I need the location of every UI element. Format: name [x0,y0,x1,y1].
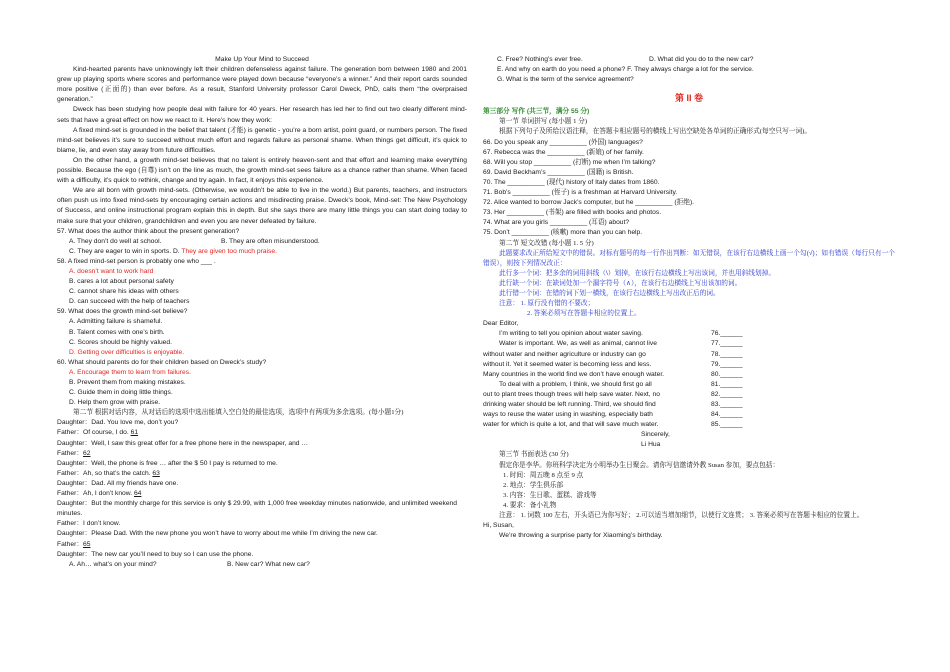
essay-opening: We’re throwing a surprise party for Xiaoming’s birthday. [499,532,663,540]
blank-63[interactable]: 63 [152,469,160,477]
answer-blank-77[interactable]: 77.______ [711,340,743,348]
answer-blank-85[interactable]: 85.______ [711,421,743,429]
passage-paragraph: We are all born with growth mind-sets. (Otherwise, we wouldn’t be able to live in the world.) But parents, teachers, and instructors often push us into fixed mind-sets by encouraging certain actions and misdirecting praise. Dweck’s book, Mind-set: The New Psychology of Success, and online instructional program explain this in depth. But she says there are many little things you can start doing today to make sure that your children, grandchildren and even you are never defeated by failure. [57,187,467,225]
section-2-note: 2. 答案必须写在答题卡相应的位置上。 [527,310,641,318]
answer-blank-83[interactable]: 83.______ [711,401,743,408]
passage-paragraph: A fixed mind-set is grounded in the belief that talent (才能) is genetic - you’re a born artist, point guard, or numbers person. The fixed mind-set believes it’s sure to succeed without much effort and regards failure as personal shame. When things get difficult, it’s quick to blame, lie, and even stay away from future difficulties. [57,126,467,154]
section-2-rule: 此行多一个词：把多余的词用斜线（\）划掉，在该行右边横线上写出该词，并也用斜线划掉。 [499,269,776,277]
dialogue-option-c: C. Free? Nothing’s ever free. [497,56,583,63]
dialogue-option-b: B. New car? What new car? [227,560,310,568]
letter-line: To deal with a problem, I think, we should first go all 81.______ [483,380,895,390]
section-2-note: 注意： 1. 原行没有错的不要改； [499,300,595,308]
dialogue-line: Father：Ah, so that’s the catch. 63 [57,469,160,477]
dialogue-line: Daughter：Dad. You love me, don’t you? [57,419,179,427]
dialogue-line: Daughter：Please Dad. With the new phone you won’t have to worry about me while I’m driving the new car. [57,530,378,538]
dialogue-line: Father：62 [57,449,91,457]
answer-blank-80[interactable]: 80.______ [711,370,743,378]
letter-line: I’m writing to tell you opinion about water saving. 76.______ [483,329,895,339]
spelling-item: 70. The __________ (现代) history of Italy dates from 1860. [483,178,660,186]
essay-greeting: Hi, Susan, [483,522,514,530]
section-2-instructions: 此题要求改正所给短文中的错误。对标有题号的每一行作出判断：如无错误，在该行右边横线上画一个勾(√)；如有错误（每行只有一个错误），则按下列情况改正： [483,249,895,267]
answer-blank-76[interactable]: 76.______ [711,330,743,338]
spelling-item: 72. Alice wanted to borrow Jack’s computer, but he __________ (拒绝). [483,199,695,207]
spelling-item: 67. Rebecca was the __________ (新娘) of her family. [483,148,644,156]
option-d-answer: D. Getting over difficulties is enjoyable. [69,348,185,356]
option-a-answer: A. doesn’t want to work hard [69,267,154,275]
question-57: 57. What does the author think about the present generation? [57,227,240,235]
spelling-item: 66. Do you speak any __________ (外国) languages? [483,138,643,146]
section-2-heading: 第二节 短文改错 (每小题 1. 5 分) [499,239,594,247]
section-1-heading: 第一节 单词拼写 (每小题 1 分) [499,118,588,126]
option-d: D. can succeed with the help of teachers [69,298,190,306]
section-1-instructions: 根据下列句子及所给汉语注释，在答题卡相应题号的横线上写出空缺处各单词的正确形式(每空只写一词)。 [499,128,812,136]
dialogue-options-ab [57,560,467,570]
section-2-intro: 第二节 根据对话内容，从对话后的选项中选出能填入空白处的最佳选项，选项中有两项为多余选项。(每小题1分) [73,409,404,417]
option-c: C. Scores should be highly valued. [69,338,172,346]
blank-65[interactable]: 65 [83,540,91,548]
section-2-rule: 此行缺一个词：在缺词处加一个漏字符号（∧），在该行右边横线上写出该加的词。 [499,279,742,287]
passage-paragraph: Kind-hearted parents have unknowingly left their children defenseless against failure. The generation born between 1980 and 2001 grew up playing sports where scores and performance were played down because “everyone’s a winner.” And their report cards sounded more positive (正面的) than ever before. As a result, Stanford University professor Carol Dweck, PhD, calls them “the overpraised generation.” [57,66,467,104]
part-3-heading: 第三部分 写作 (共三节，满分 55 分) [483,108,590,116]
section-2-rule: 此行错一个词：在错的词下划一横线，在该行右边横线上写出改正后的词。 [499,289,720,297]
letter-line: Many countries in the world find we don’t have enough water. 80.______ [483,370,895,380]
spelling-item: 74. What are you girls __________ (耳语) about? [483,219,630,227]
passage-paragraph: Dweck has been studying how people deal with failure for 40 years. Her research has led her to find out two clearly different mind-sets that have a great effect on how we react to it. Here’s how they work: [57,106,467,124]
option-a: A. They don’t do well at school. [69,237,162,245]
dialogue-line: Daughter：The new car you’ll need to buy so I can use the phone. [57,550,254,558]
letter-closing: Sincerely, [641,431,670,439]
dialogue-option-a: A. Ah… what’s on your mind? [69,560,157,568]
section-3-point: 2. 地点：学生俱乐部 [503,481,564,489]
dialogue-options-cd [483,55,895,65]
option-a-answer: A. Encourage them to learn from failures. [69,368,191,376]
blank-62[interactable]: 62 [83,449,91,457]
dialogue-line: Daughter：Dad. All my friends have one. [57,479,179,487]
section-3-prompt: 假定你是李华。你班科学决定为小明举办生日聚会。请你写信邀请外教 Susan 参加，要点包括： [499,461,780,469]
letter-salutation: Dear Editor, [483,320,519,328]
section-3-note: 注意： 1. 词数 100 左右，开头语已为你写好； 2.可以适当增加细节，以使行文连贯； 3. 答案必须写在答题卡相应的位置上。 [499,512,864,520]
letter-line: out to plant trees though trees will help save water. Next, no 82.______ [483,390,895,400]
question-60: 60. What should parents do for their children based on Dweck’s study? [57,358,267,366]
option-b: B. cares a lot about personal safety [69,278,174,286]
blank-61[interactable]: 61 [130,429,139,437]
spelling-item: 75. Don’t __________ (咳嗽) more than you can help. [483,229,643,237]
dialogue-line: Father：I don’t know. [57,520,121,528]
answer-blank-82[interactable]: 82.______ [711,390,743,398]
option-c: C. Guide them in doing little things. [69,389,173,397]
question-58: 58. A fixed mind-set person is probably one who ___ . [57,257,216,265]
option-c: C. cannot share his ideas with others [69,288,179,296]
dialogue [57,418,467,559]
left-column [57,55,467,570]
question-57-options-cd [57,247,467,257]
spelling-item: 71. Bob’s __________ (侄子) is a freshman at Harvard University. [483,189,678,197]
dialogue-line: Father：65 [57,540,91,548]
letter-line: drinking water should be left running. Third, we should find 83.______ [483,400,895,410]
dialogue-line: Daughter：Well, the phone is free … after the $ 50 I pay is returned to me. [57,459,278,467]
letter-line: without it. Yet it seemed water is becoming less and less. 79.______ [483,360,895,370]
answer-blank-78[interactable]: 78.______ [711,350,743,358]
spelling-item: 73. Her __________ (书架) are filled with books and photos. [483,209,662,217]
answer-blank-81[interactable]: 81.______ [711,380,743,388]
question-57-options-ab [57,237,467,247]
section-3-point: 1. 时间：周五晚 8 点至 9 点 [503,471,584,479]
option-b: B. They are often misunderstood. [221,237,320,245]
dialogue-options-ef: E. And why on earth do you need a phone? F. They always charge a lot for the service. [497,66,754,74]
dialogue-line: Father：Of course, I do. 61 [57,429,139,437]
dialogue-option-g: G. What is the term of the service agreement? [497,76,634,84]
letter-line: ways to reuse the water using in washing, especially bath 84.______ [483,410,895,420]
dialogue-line: Daughter：But the monthly charge for this service is only $ 29.99, with 1,000 free weekday minutes nationwide, and unlimited weekend minutes. [57,500,457,518]
answer-blank-79[interactable]: 79.______ [711,360,743,368]
spelling-item: 68. Will you stop __________ (打断) me when I’m talking? [483,158,656,166]
dialogue-line: Father：Ah, I don’t know. 64 [57,490,142,498]
letter-line: water for which is quite a lot, and that will save much water. 85.______ [483,420,895,430]
dialogue-option-d: D. What did you do to the new car? [649,56,754,63]
section-3-heading: 第三节 书面表达 (30 分) [499,451,569,459]
letter-line: without water and neither agriculture or industry can go 78.______ [483,350,895,360]
passage-paragraph: On the other hand, a growth mind-set believes that no talent is entirely heaven-sent and that effort and learning make everything possible. Because the ego (自尊) isn’t on the line as much, the growth mind-set sees failure as a chance rather than shame. When faced with a difficulty, it’s quick to rethink, change and try again. In fact, it enjoys this experience. [57,156,467,185]
passage-title: Make Up Your Mind to Succeed [215,56,309,63]
option-d: D. Help them grow with praise. [69,399,161,407]
volume-2-title: 第 II 卷 [674,93,703,104]
option-a: A. Admitting failure is shameful. [69,318,163,326]
option-d-answer: They are given too much praise. [181,247,277,255]
section-3-point: 4. 要求：备小礼物 [503,501,557,509]
option-b: B. Talent comes with one’s birth. [69,328,165,336]
blank-64[interactable]: 64 [133,490,142,498]
letter-line: Water is important. We, as well as animal, cannot live 77.______ [483,339,895,349]
option-c: C. They are eager to win in sports. D. [69,247,180,255]
option-b: B. Prevent them from making mistakes. [69,379,186,386]
right-column [483,55,895,541]
question-59: 59. What does the growth mind-set believe? [57,308,188,316]
spelling-item: 69. David Beckham’s __________ (国籍) is British. [483,168,634,176]
dialogue-line: Daughter：Well, I saw this great offer for a free phone here in the newspaper, and … [57,439,309,447]
answer-blank-84[interactable]: 84.______ [711,411,743,419]
section-3-point: 3. 内容：生日歌、蛋糕、游戏等 [503,491,597,499]
letter-signature: Li Hua [641,441,661,449]
